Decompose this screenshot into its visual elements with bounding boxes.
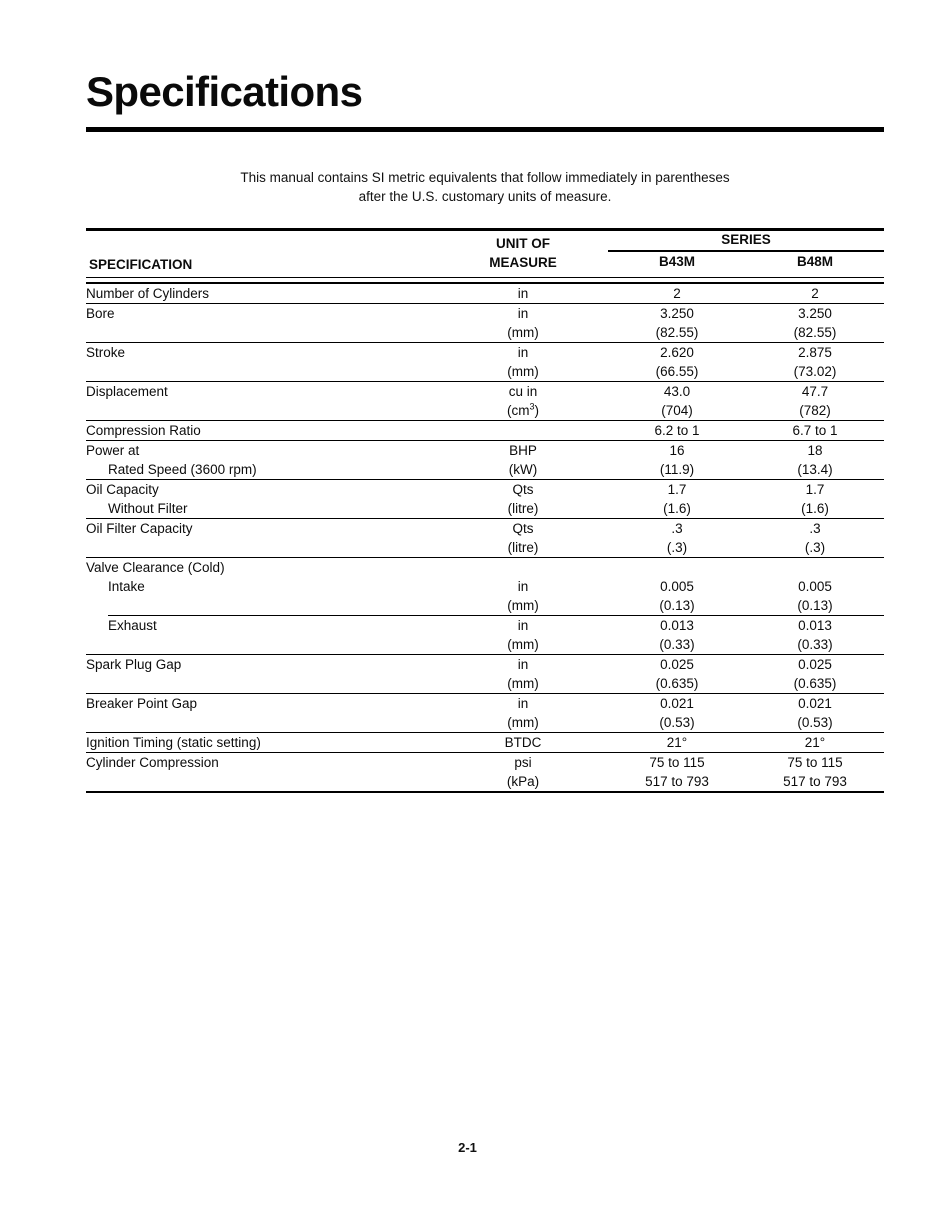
b43m-us-value: 21° [666, 735, 688, 750]
column-header-series-group [608, 231, 884, 277]
b48m-si-value: (.3) [804, 540, 826, 555]
title-block [86, 68, 884, 132]
b43m-si-value: (0.53) [659, 715, 695, 730]
table-row [86, 304, 884, 342]
b43m-us-value: 43.0 [663, 384, 691, 399]
b43m-us-value: 3.250 [660, 306, 694, 321]
spec-label: Valve Clearance (Cold) [86, 560, 225, 575]
b48m-us-value: 2 [811, 286, 819, 301]
column-header-specification: SPECIFICATION [89, 257, 193, 272]
b48m-si-value: (82.55) [793, 325, 837, 340]
table-header-rule-row [86, 277, 884, 284]
b43m-us-value: 2.620 [660, 345, 694, 360]
table-body [86, 284, 884, 793]
b43m-si-value: (0.635) [655, 676, 699, 691]
b48m-si-value: (782) [799, 403, 831, 418]
unit-us-value: in [517, 345, 529, 360]
alignment-spacer [438, 558, 608, 577]
unit-us-value: in [517, 618, 529, 633]
alignment-spacer [746, 558, 884, 577]
b43m-si-value: 517 to 793 [645, 774, 709, 789]
b43m-us-value: 75 to 115 [649, 755, 705, 770]
b43m-us-value: 0.005 [660, 579, 694, 594]
spec-label-cell [86, 616, 438, 654]
table-head [86, 228, 884, 284]
b48m-si-value: (1.6) [801, 501, 829, 516]
table-row [86, 480, 884, 518]
unit-si-value: (mm) [507, 676, 539, 691]
column-header-model-b48m: B48M [796, 254, 833, 269]
table-row [86, 421, 884, 440]
unit-si-value: (kPa) [506, 774, 540, 789]
b43m-us-value: 6.2 to 1 [654, 423, 700, 438]
b48m-us-value: 18 [807, 443, 823, 458]
unit-us-value: in [517, 286, 529, 301]
spec-label: Oil Capacity [86, 482, 159, 497]
table-row [86, 343, 884, 381]
b43m-si-value: (1.6) [663, 501, 691, 516]
spec-label: Displacement [86, 384, 168, 399]
unit-si-value: (litre) [507, 501, 539, 516]
spec-label: Oil Filter Capacity [86, 521, 193, 536]
spec-label-cell [86, 304, 438, 342]
b48m-us-value: 1.7 [805, 482, 825, 497]
table-bottom-rule [86, 791, 884, 793]
intro-line-1: This manual contains SI metric equivalents that follow immediately in parentheses [240, 170, 730, 185]
intro-line-2: after the U.S. customary units of measure. [358, 189, 612, 204]
unit-us-value [438, 421, 608, 440]
spec-label: Compression Ratio [86, 423, 201, 438]
table-row [86, 733, 884, 752]
unit-us-value: in [517, 696, 529, 711]
alignment-spacer [608, 558, 746, 577]
column-header-unit-of-measure [438, 231, 608, 277]
spec-sub-label: Rated Speed (3600 rpm) [108, 462, 257, 477]
b43m-us-value: 1.7 [667, 482, 687, 497]
spec-sub-label: Intake [108, 579, 145, 594]
spec-label-cell [86, 421, 438, 440]
unit-us-value: cu in [508, 384, 538, 399]
unit-si-value: $(cm^3)$ [506, 401, 539, 418]
table-row [86, 655, 884, 693]
b43m-si-value: (66.55) [655, 364, 699, 379]
spec-label-cell [86, 694, 438, 732]
unit-si-value: (mm) [507, 364, 539, 379]
spec-label: Number of Cylinders [86, 286, 210, 301]
b48m-us-value: 6.7 to 1 [792, 423, 838, 438]
unit-header-line-1: UNIT OF [496, 236, 550, 251]
b48m-us-value: 47.7 [801, 384, 829, 399]
b48m-si-value: (0.635) [793, 676, 837, 691]
spec-sub-label: Without Filter [108, 501, 188, 516]
spec-label-cell [86, 441, 438, 479]
b48m-si-value: (0.33) [797, 637, 833, 652]
b43m-us-value: .3 [671, 521, 683, 536]
b43m-us-value: 2 [673, 286, 681, 301]
row-separator [86, 791, 884, 793]
table-header-row [86, 231, 884, 277]
spec-label: Breaker Point Gap [86, 696, 198, 711]
unit-us-value: in [517, 306, 529, 321]
b43m-us-value: 0.025 [660, 657, 694, 672]
series-header-label: SERIES [721, 232, 771, 247]
spec-sub-label: Exhaust [108, 618, 157, 633]
unit-us-value: in [517, 579, 529, 594]
page-footer [0, 1140, 935, 1155]
b48m-si-value: (0.13) [797, 598, 833, 613]
unit-us-value: BTDC [504, 735, 542, 750]
b48m-us-value: 21° [804, 735, 826, 750]
b43m-us-value: 0.021 [660, 696, 694, 711]
b48m-us-value: .3 [809, 521, 821, 536]
spec-label-cell [86, 733, 438, 752]
table-row [86, 284, 884, 303]
unit-si-value: (litre) [507, 540, 539, 555]
spec-label: Ignition Timing (static setting) [86, 735, 261, 750]
unit-si-value: (mm) [507, 637, 539, 652]
table-row [86, 558, 884, 615]
unit-si-value: (mm) [507, 598, 539, 613]
page-title: Specifications [86, 68, 363, 115]
spec-label: Bore [86, 306, 115, 321]
spec-label-cell [86, 343, 438, 381]
spec-label-cell [86, 558, 438, 615]
b43m-si-value: (704) [661, 403, 693, 418]
spec-label-cell [86, 753, 438, 791]
b48m-si-value: (73.02) [793, 364, 837, 379]
b48m-us-value: 0.021 [798, 696, 832, 711]
spec-label-cell [86, 382, 438, 420]
superscript-3: 3 [529, 401, 535, 412]
page-number: 2-1 [458, 1140, 477, 1155]
b48m-si-value: 517 to 793 [783, 774, 847, 789]
unit-si-value: (mm) [507, 325, 539, 340]
column-header-model-b43m: B43M [658, 254, 695, 269]
b43m-si-value: (0.33) [659, 637, 695, 652]
table-header-rule [86, 277, 884, 284]
table-row [86, 382, 884, 420]
unit-us-value: Qts [512, 482, 534, 497]
spec-label-cell [86, 519, 438, 557]
b48m-us-value: 75 to 115 [787, 755, 843, 770]
spec-label: Power at [86, 443, 140, 458]
table-row [86, 694, 884, 732]
b48m-us-value: 0.025 [798, 657, 832, 672]
b48m-us-value: 0.013 [798, 618, 832, 633]
table-row [86, 616, 884, 654]
unit-us-value: BHP [509, 443, 537, 458]
specifications-table-container [86, 228, 884, 793]
intro-paragraph [86, 168, 884, 206]
b48m-us-value: 0.005 [798, 579, 832, 594]
unit-us-value: in [517, 657, 529, 672]
table-row [86, 753, 884, 791]
spec-label-cell [86, 655, 438, 693]
b43m-si-value: (82.55) [655, 325, 699, 340]
spec-label-cell [86, 284, 438, 303]
b48m-si-value: (13.4) [797, 462, 833, 477]
b43m-si-value: (.3) [666, 540, 688, 555]
table-row [86, 441, 884, 479]
b43m-us-value: 16 [669, 443, 685, 458]
unit-header-line-2: MEASURE [489, 255, 557, 270]
spec-label-cell [86, 480, 438, 518]
title-rule [86, 127, 884, 132]
unit-si-value: (kW) [508, 462, 538, 477]
b43m-si-value: (11.9) [659, 462, 695, 477]
spec-label: Stroke [86, 345, 126, 360]
spec-label: Cylinder Compression [86, 755, 219, 770]
b48m-us-value: 2.875 [798, 345, 832, 360]
unit-us-value: psi [514, 755, 532, 770]
b48m-si-value: (0.53) [797, 715, 833, 730]
b43m-si-value: (0.13) [659, 598, 695, 613]
unit-si-value: (mm) [507, 715, 539, 730]
unit-us-value: Qts [512, 521, 534, 536]
b43m-us-value: 0.013 [660, 618, 694, 633]
table-row [86, 519, 884, 557]
spec-label: Spark Plug Gap [86, 657, 182, 672]
specifications-table [86, 228, 884, 793]
b48m-us-value: 3.250 [798, 306, 832, 321]
